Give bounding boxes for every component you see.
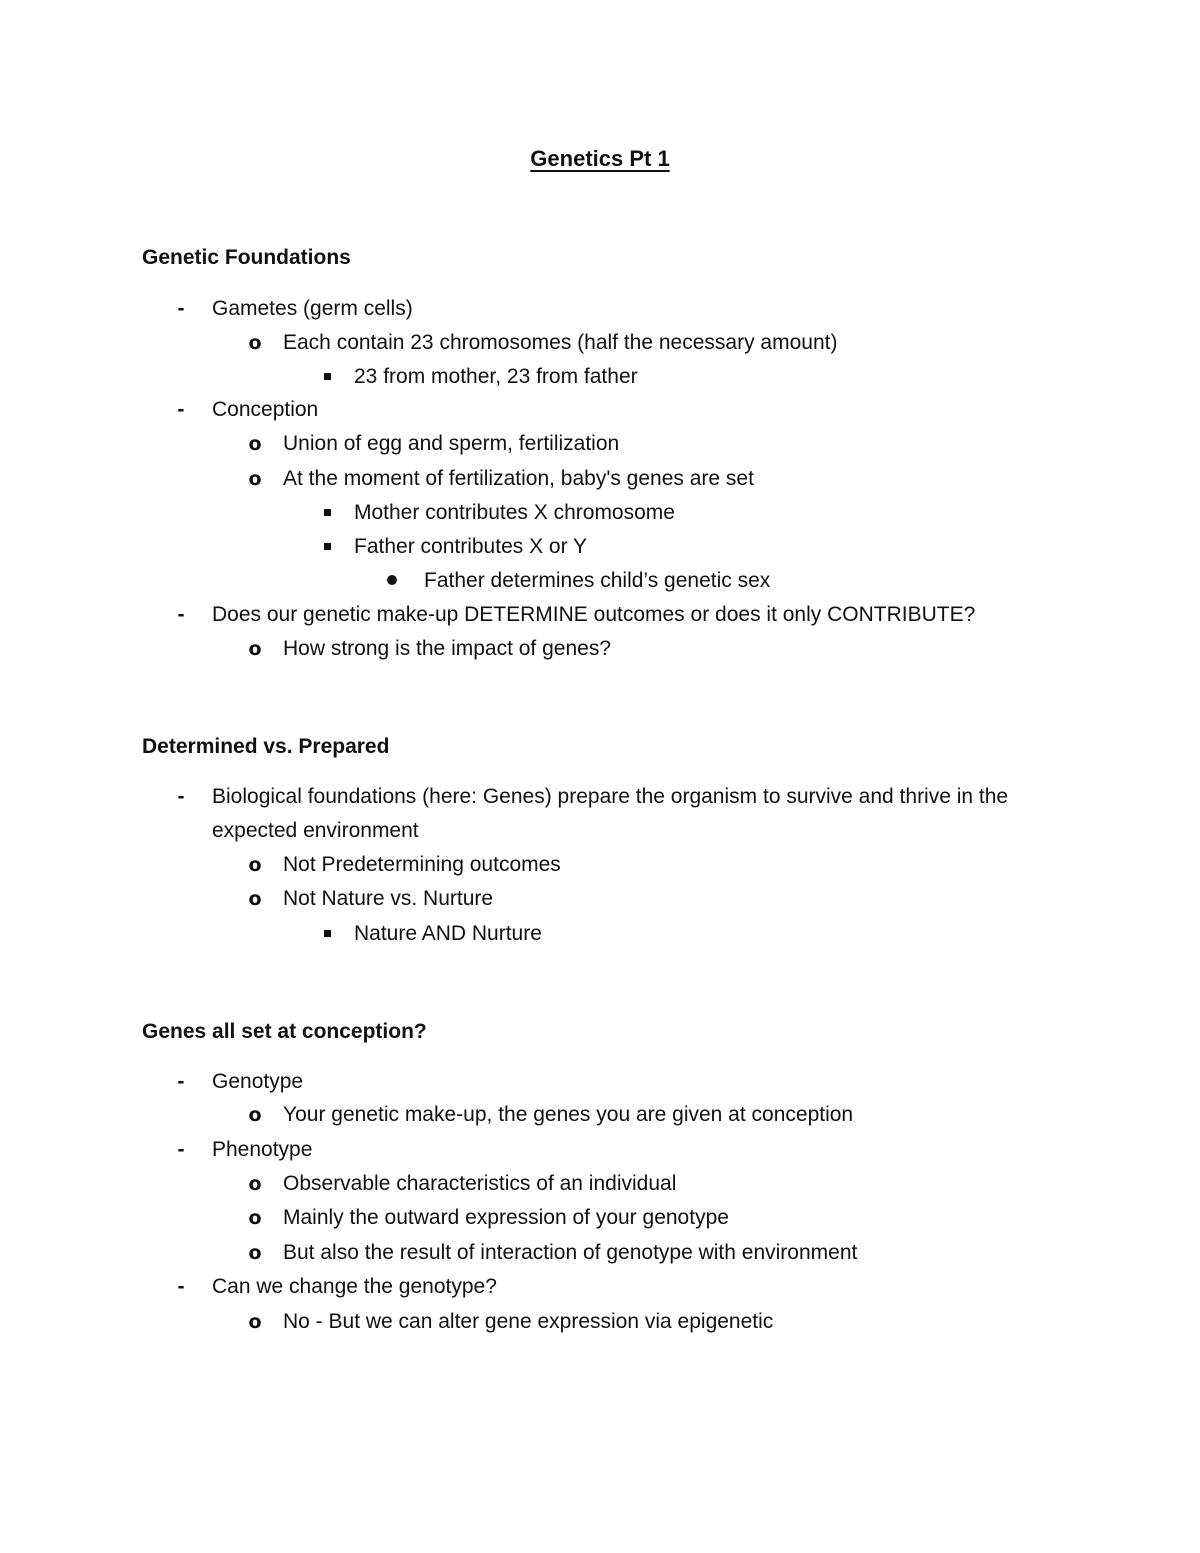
list-item: - Can we change the genotype? bbox=[212, 1270, 497, 1304]
list-item: Mother contributes X chromosome bbox=[354, 496, 675, 530]
circle-bullet: o bbox=[248, 468, 262, 490]
circle-bullet: o bbox=[248, 888, 262, 910]
circle-bullet: o bbox=[248, 1104, 262, 1126]
list-item: o Observable characteristics of an individual bbox=[283, 1167, 676, 1201]
list-item: o But also the result of interaction of genotype with environment bbox=[283, 1236, 857, 1270]
list-item: o Each contain 23 chromosomes (half the necessary amount) bbox=[283, 326, 837, 360]
dash-bullet: - bbox=[177, 398, 185, 421]
list-item: 23 from mother, 23 from father bbox=[354, 360, 638, 394]
dash-bullet: - bbox=[177, 785, 185, 808]
list-item: o At the moment of fertilization, baby's genes are set bbox=[283, 462, 754, 496]
list-item: Father contributes X or Y bbox=[354, 530, 587, 564]
list-item: o No - But we can alter gene expression via epigenetic bbox=[283, 1305, 773, 1339]
document-title: Genetics Pt 1 bbox=[530, 146, 670, 171]
section-heading-genes-all-set: Genes all set at conception? bbox=[142, 1020, 427, 1043]
list-item: - Biological foundations (here: Genes) prepare the organism to survive and thrive in the expected environment bbox=[212, 780, 1072, 848]
circle-bullet: o bbox=[248, 433, 262, 455]
list-item: - Phenotype bbox=[212, 1133, 312, 1167]
circle-bullet: o bbox=[248, 1173, 262, 1195]
square-bullet-icon bbox=[324, 930, 331, 937]
section-heading-genetic-foundations: Genetic Foundations bbox=[142, 246, 351, 269]
square-bullet-icon bbox=[324, 373, 331, 380]
list-item: Nature AND Nurture bbox=[354, 917, 542, 951]
circle-bullet: o bbox=[248, 1207, 262, 1229]
circle-bullet: o bbox=[248, 854, 262, 876]
dash-bullet: - bbox=[177, 1138, 185, 1161]
square-bullet-icon bbox=[324, 509, 331, 516]
circle-bullet: o bbox=[248, 332, 262, 354]
section-heading-determined-vs-prepared: Determined vs. Prepared bbox=[142, 735, 390, 758]
dash-bullet: - bbox=[177, 1275, 185, 1298]
dash-bullet: - bbox=[177, 297, 185, 320]
list-item: o Not Predetermining outcomes bbox=[283, 848, 561, 882]
dash-bullet: - bbox=[177, 603, 185, 626]
dash-bullet: - bbox=[177, 1070, 185, 1093]
list-item: Father determines child’s genetic sex bbox=[424, 564, 770, 598]
list-item: o Union of egg and sperm, fertilization bbox=[283, 427, 619, 461]
list-item: - Does our genetic make-up DETERMINE outcomes or does it only CONTRIBUTE? bbox=[212, 598, 975, 632]
list-item: o Your genetic make-up, the genes you are given at conception bbox=[283, 1098, 853, 1132]
list-item: o How strong is the impact of genes? bbox=[283, 632, 611, 666]
list-item: - Genotype bbox=[212, 1065, 303, 1099]
circle-bullet: o bbox=[248, 638, 262, 660]
square-bullet-icon bbox=[324, 543, 331, 550]
list-item: o Not Nature vs. Nurture bbox=[283, 882, 493, 916]
circle-bullet: o bbox=[248, 1311, 262, 1333]
list-item: - Conception bbox=[212, 393, 318, 427]
round-bullet-icon bbox=[387, 575, 397, 585]
list-item: o Mainly the outward expression of your genotype bbox=[283, 1201, 729, 1235]
circle-bullet: o bbox=[248, 1242, 262, 1264]
list-item: - Gametes (germ cells) bbox=[212, 292, 413, 326]
